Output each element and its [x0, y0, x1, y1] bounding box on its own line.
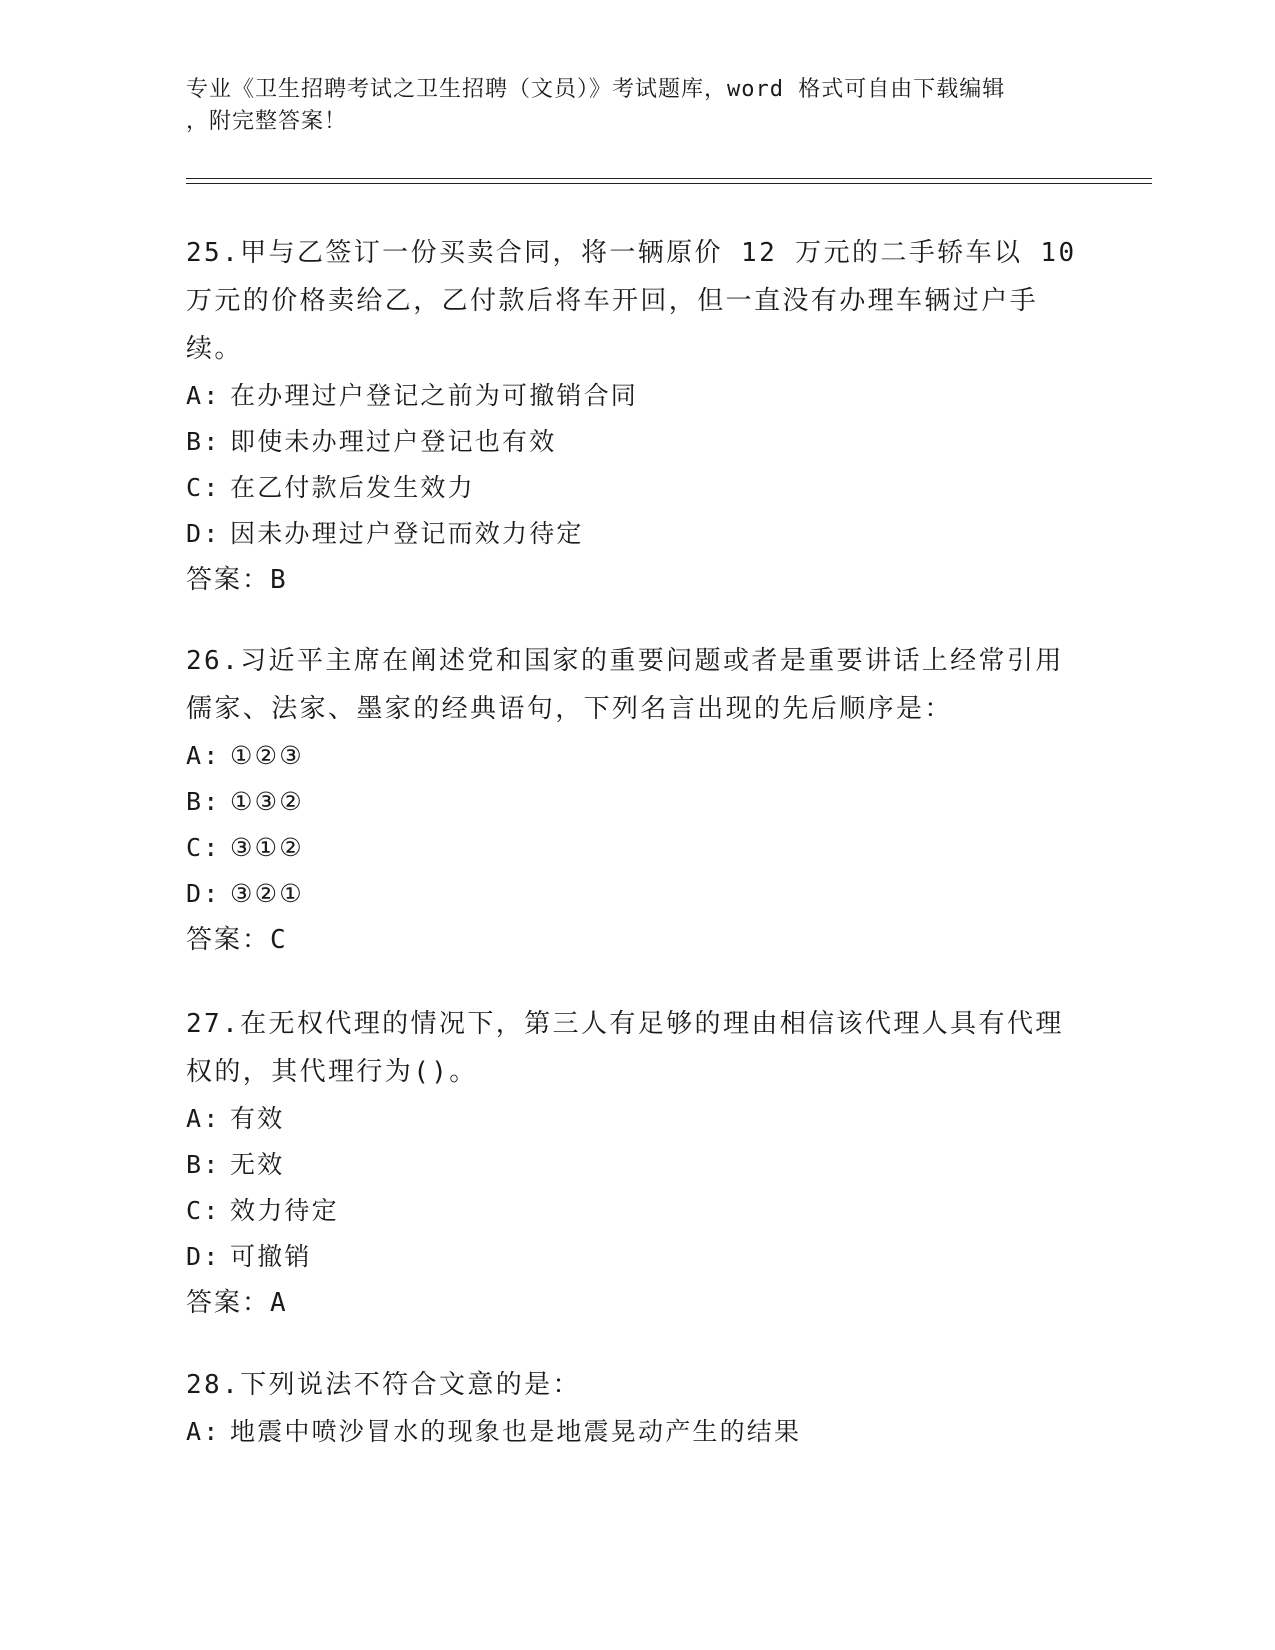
question-27 [186, 1000, 1086, 1326]
option-label: D: [186, 1242, 221, 1271]
question-stem: 25.甲与乙签订一份买卖合同，将一辆原价 12 万元的二手轿车以 10 万元的价格卖给乙，乙付款后将车开回，但一直没有办理车辆过户手续。 [186, 238, 1077, 364]
answer-value: C [270, 925, 288, 955]
option-label: A: [186, 381, 221, 410]
answer-value: B [270, 565, 288, 595]
option-c [186, 825, 1086, 871]
option-text: 在乙付款后发生效力 [230, 473, 475, 502]
option-a [186, 373, 1086, 419]
option-text: 无效 [230, 1150, 285, 1179]
option-text: 可撤销 [230, 1242, 312, 1271]
option-a [186, 1409, 1086, 1455]
option-text: ①③② [230, 787, 304, 816]
option-text: ①②③ [230, 741, 304, 770]
header-line-2: ，附完整答案！ [186, 109, 348, 134]
option-d [186, 871, 1086, 917]
header-divider-bottom [186, 183, 1152, 184]
option-text: 有效 [230, 1104, 285, 1133]
option-label: A: [186, 1104, 221, 1133]
option-text: 在办理过户登记之前为可撤销合同 [230, 381, 639, 410]
option-text: ③①② [230, 833, 304, 862]
option-a [186, 1096, 1086, 1142]
option-b [186, 1142, 1086, 1188]
option-c [186, 1188, 1086, 1234]
header-line-1: 专业《卫生招聘考试之卫生招聘（文员）》考试题库，word 格式可自由下载编辑 [186, 77, 1006, 102]
option-text: 因未办理过户登记而效力待定 [230, 519, 584, 548]
option-text: 效力待定 [230, 1196, 339, 1225]
option-d [186, 1234, 1086, 1280]
document-header [186, 74, 1066, 138]
option-text: 地震中喷沙冒水的现象也是地震晃动产生的结果 [230, 1417, 802, 1446]
question-25 [186, 229, 1086, 603]
answer-line [186, 557, 1086, 603]
option-d [186, 511, 1086, 557]
answer-value: A [270, 1288, 288, 1318]
option-label: B: [186, 1150, 221, 1179]
option-label: C: [186, 1196, 221, 1225]
option-label: A: [186, 1417, 221, 1446]
option-b [186, 779, 1086, 825]
answer-label: 答案： [186, 925, 271, 955]
option-c [186, 465, 1086, 511]
answer-line [186, 917, 1086, 963]
option-label: C: [186, 833, 221, 862]
option-label: D: [186, 519, 221, 548]
option-b [186, 419, 1086, 465]
answer-line [186, 1280, 1086, 1326]
option-label: C: [186, 473, 221, 502]
answer-label: 答案： [186, 565, 271, 595]
question-26 [186, 637, 1086, 963]
option-label: B: [186, 427, 221, 456]
option-label: B: [186, 787, 221, 816]
answer-label: 答案： [186, 1288, 271, 1318]
question-stem: 26.习近平主席在阐述党和国家的重要问题或者是重要讲话上经常引用儒家、法家、墨家的经典语句，下列名言出现的先后顺序是： [186, 646, 1064, 724]
option-label: D: [186, 879, 221, 908]
question-28 [186, 1361, 1086, 1455]
header-divider-top [186, 178, 1152, 179]
question-stem: 28.下列说法不符合文意的是： [186, 1370, 581, 1400]
option-text: ③②① [230, 879, 304, 908]
option-label: A: [186, 741, 221, 770]
question-stem: 27.在无权代理的情况下，第三人有足够的理由相信该代理人具有代理权的，其代理行为()。 [186, 1009, 1064, 1087]
option-text: 即使未办理过户登记也有效 [230, 427, 557, 456]
option-a [186, 733, 1086, 779]
